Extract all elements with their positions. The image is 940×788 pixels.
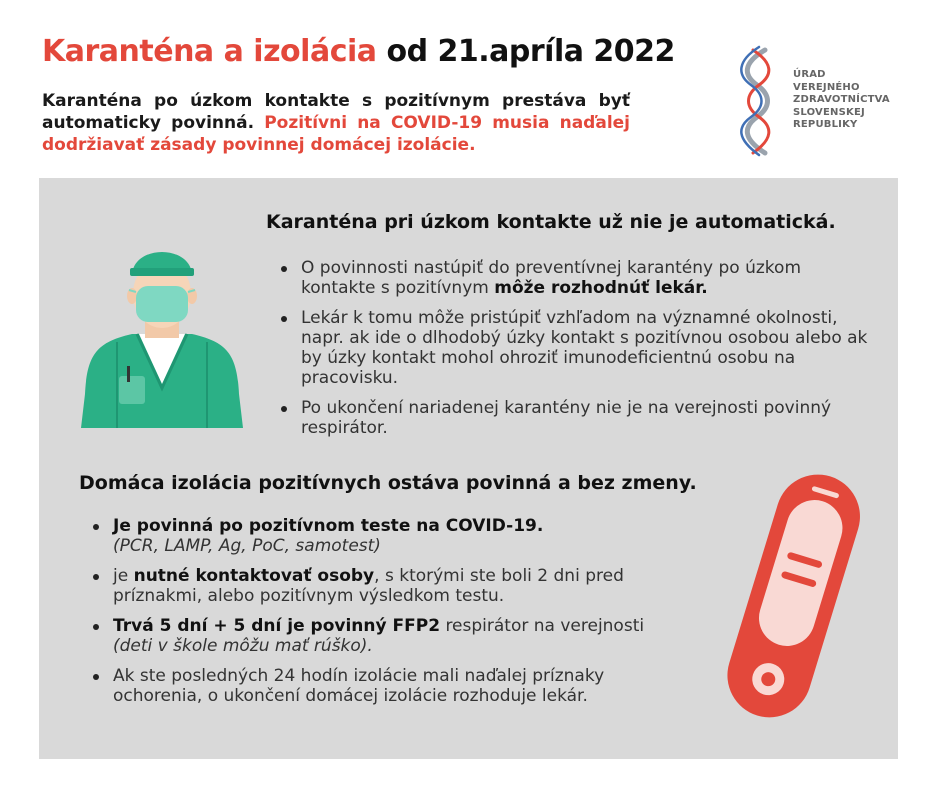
list-item <box>91 616 681 656</box>
list-item <box>91 666 681 706</box>
bullet-bold: Trvá 5 dní + 5 dní je povinný FFP2 <box>113 616 441 636</box>
bullet-italic: (deti v škole môžu mať rúško). <box>113 636 373 656</box>
bullet-text: je <box>113 566 129 586</box>
bullet-text: , s ktorými ste boli 2 dni pred príznakmi, alebo pozitívnym výsledkom testu. <box>113 566 624 606</box>
bullet-bold: nutné kontaktovať osoby <box>133 566 375 586</box>
section2-heading: Domáca izolácia pozitívnych ostáva povinná a bez zmeny. <box>79 472 697 494</box>
bullet-text: respirátor na verejnosti <box>445 616 645 636</box>
bullet-bold: Je povinná po pozitívnom teste na COVID-19. <box>113 516 544 536</box>
section1-heading: Karanténa pri úzkom kontakte už nie je automatická. <box>266 211 836 233</box>
intro-dark-text: Karanténa po úzkom kontakte s pozitívnym prestáva byť automaticky povinná. <box>42 91 630 133</box>
uvz-logo <box>735 45 935 160</box>
list-item <box>279 308 879 388</box>
page-title <box>42 34 675 69</box>
list-item <box>279 398 879 438</box>
logo-line: REPUBLIKY <box>793 119 858 130</box>
list-item <box>91 516 681 556</box>
list-item <box>279 258 879 298</box>
bullet-bold: môže rozhodnúť lekár. <box>494 278 708 298</box>
covid-test-cassette-icon <box>704 463 884 728</box>
logo-line: SLOVENSKEJ <box>793 106 865 118</box>
title-red-part: Karanténa a izolácia <box>42 34 377 69</box>
list-item <box>91 566 681 606</box>
logo-line: ÚRAD <box>793 69 826 80</box>
bullet-text: O povinnosti nastúpiť do preventívnej karantény po úzkom kontakte s pozitívnym <box>301 258 801 298</box>
bullet-text: Lekár k tomu môže pristúpiť vzhľadom na významné okolnosti, napr. ak ide o dlhodobý úzky kontakt s pozitívnou osobou alebo ak by úzky kontakt mohol ohroziť imunodeficientnú osobu na pracovisku. <box>301 308 868 388</box>
bullet-text: Ak ste posledných 24 hodín izolácie mali naďalej príznaky ochorenia, o ukončení domácej izolácie rozhoduje lekár. <box>113 666 605 706</box>
section2-list <box>91 516 681 716</box>
title-date-part: od 21.apríla 2022 <box>386 34 675 69</box>
dna-helix-logo-icon <box>735 45 785 160</box>
doctor-illustration-icon <box>77 234 247 430</box>
intro-paragraph <box>42 90 630 156</box>
intro-red-text: Pozitívni na COVID-19 musia naďalej dodržiavať zásady povinnej domácej izolácie. <box>42 113 630 155</box>
logo-line: ZDRAVOTNÍCTVA <box>793 94 890 105</box>
bullet-text: Po ukončení nariadenej karantény nie je na verejnosti povinný respirátor. <box>301 398 832 438</box>
bullet-italic: (PCR, LAMP, Ag, PoC, samotest) <box>113 536 381 556</box>
logo-line: VEREJNÉHO <box>793 81 860 93</box>
info-panel <box>39 178 898 759</box>
section1-list <box>279 258 879 448</box>
logo-text <box>793 69 890 132</box>
